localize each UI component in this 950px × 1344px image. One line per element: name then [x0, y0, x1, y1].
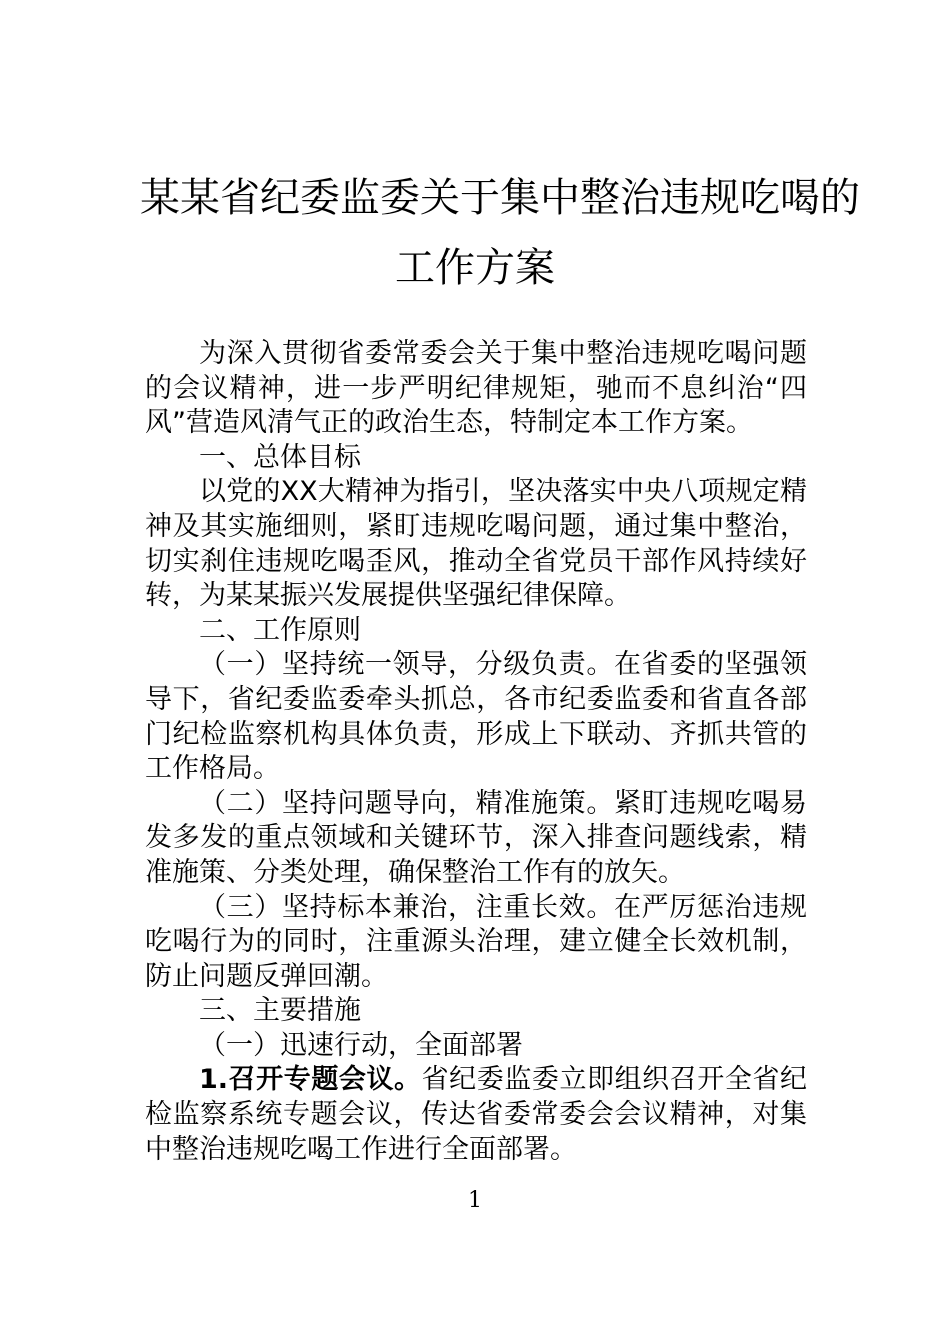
- section-heading-principles: 二、工作原则: [199, 614, 361, 646]
- page-number: 1: [468, 1188, 482, 1213]
- paragraph-principle-3: （三）坚持标本兼治，注重长效。在严厉惩治违规吃喝行为的同时，注重源头治理，建立健全长效机制，防止问题反弹回潮。: [145, 891, 807, 992]
- paragraph-lead-bold: 1.召开专题会议。: [199, 1064, 422, 1096]
- section-heading-overall-goal: 一、总体目标: [199, 441, 361, 473]
- document-title-line-2: 工作方案: [395, 245, 555, 291]
- paragraph-overall-goal: 以党的XX大精神为指引，坚决落实中央八项规定精神及其实施细则，紧盯违规吃喝问题，通过集中整治，切实刹住违规吃喝歪风，推动全省党员干部作风持续好转，为某某振兴发展提供坚强纪律保障。: [145, 476, 807, 612]
- section-heading-measures: 三、主要措施: [199, 995, 361, 1027]
- paragraph-body-text: 省纪委监委立即组织召开全省纪检监察系统专题会议，传达省委常委会会议精神，对集中整治违规吃喝工作进行全面部署。: [145, 1064, 808, 1165]
- document-body: [145, 337, 807, 1167]
- paragraph-measure-1-1: [145, 1063, 807, 1167]
- paragraph-principle-2: （二）坚持问题导向，精准施策。紧盯违规吃喝易发多发的重点领域和关键环节，深入排查问题线索，精准施策、分类处理，确保整治工作有的放矢。: [145, 787, 807, 888]
- paragraph-principle-1: （一）坚持统一领导，分级负责。在省委的坚强领导下，省纪委监委牵头抓总，各市纪委监委和省直各部门纪检监察机构具体负责，形成上下联动、齐抓共管的工作格局。: [145, 649, 807, 785]
- paragraph-intro: 为深入贯彻省委常委会关于集中整治违规吃喝问题的会议精神，进一步严明纪律规矩，驰而不息纠治“四风”营造风清气正的政治生态，特制定本工作方案。: [145, 338, 807, 439]
- document-title-line-1: 某某省纪委监委关于集中整治违规吃喝的: [140, 175, 860, 221]
- subheading-measure-1: （一）迅速行动，全面部署: [199, 1029, 523, 1061]
